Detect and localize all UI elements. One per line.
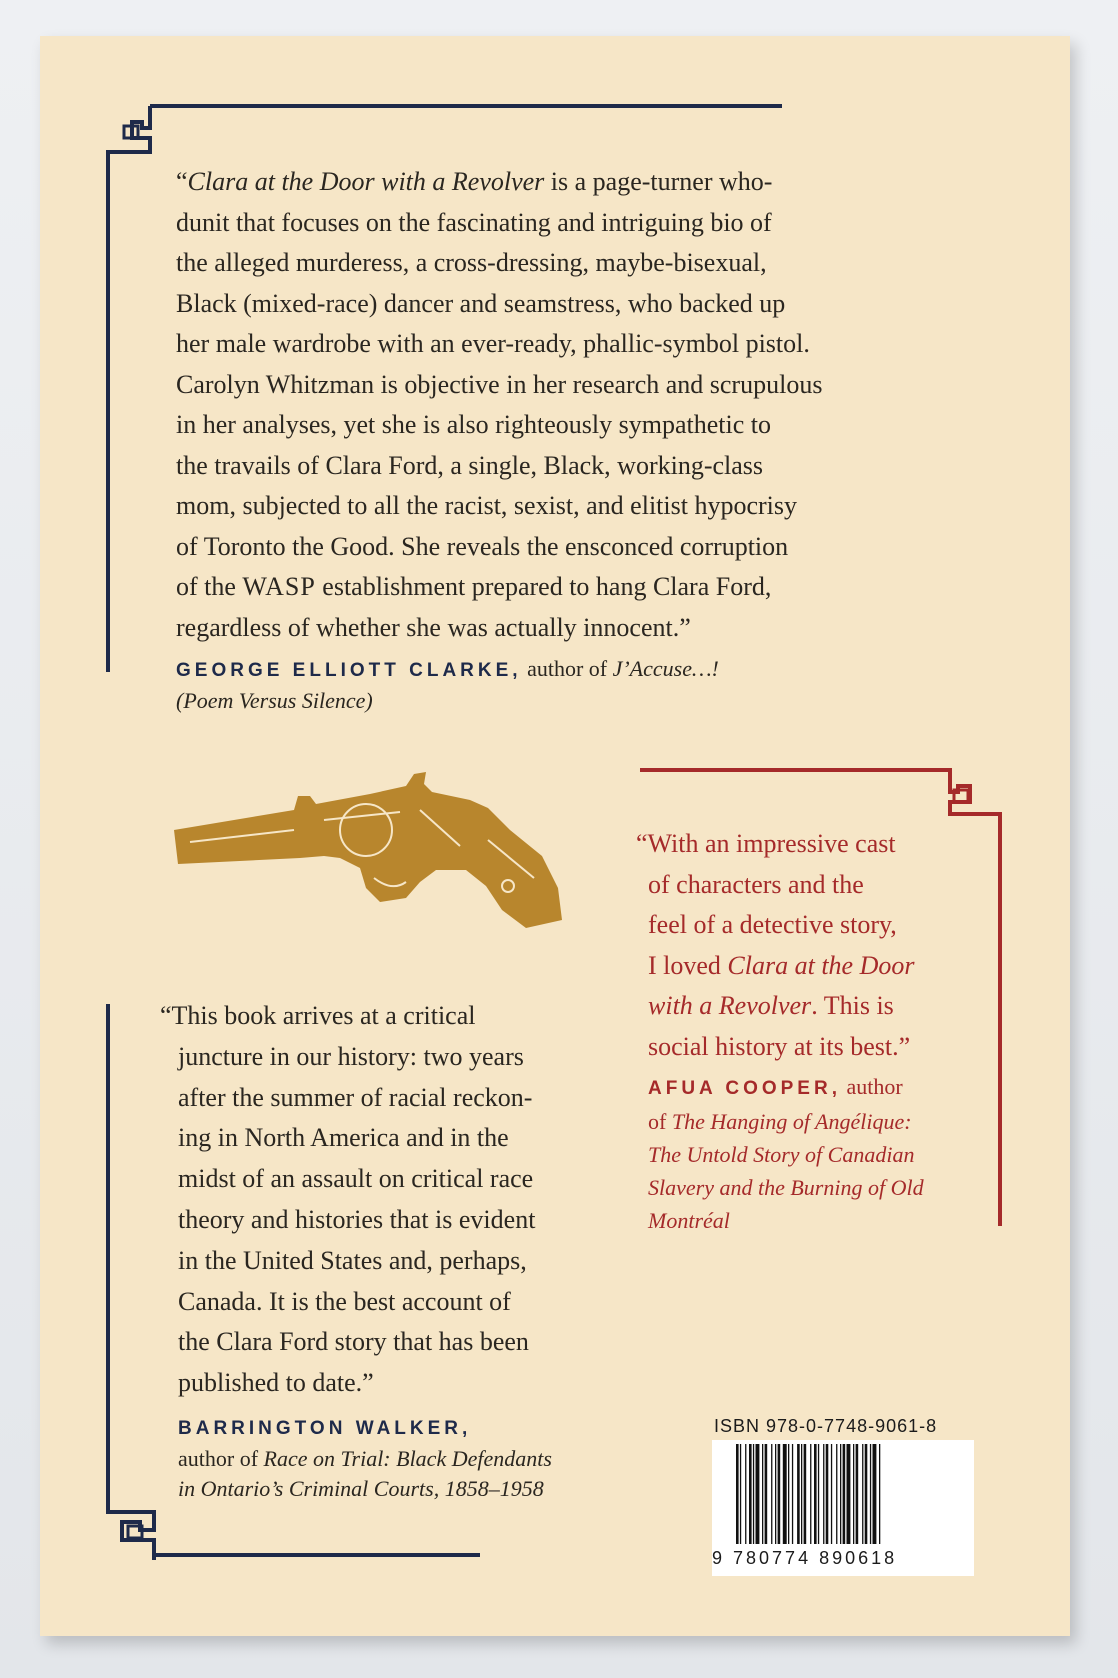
- barcode-bar: [862, 1444, 863, 1544]
- quote-1-line: of Toronto the Good. She reveals the ensconced corruption: [176, 531, 789, 561]
- quote-3-line-4-pre: I loved: [648, 950, 728, 980]
- book-title-italic: Clara at the Door: [727, 950, 915, 980]
- quote-1-line: her male wardrobe with an ever-ready, phallic-symbol pistol.: [176, 329, 810, 358]
- attribution-walker: [178, 1412, 638, 1504]
- attribution-work: in Ontario’s Criminal Courts, 1858–1958: [178, 1476, 544, 1501]
- quote-1-line: the travails of Clara Ford, a single, Black, working-class: [176, 450, 764, 480]
- isbn-label: ISBN 978-0-7748-9061-8: [714, 1416, 938, 1436]
- attribution-cooper: [648, 1070, 978, 1237]
- barcode-bar: [771, 1444, 772, 1544]
- barcode: [734, 1444, 968, 1554]
- book-title-italic: Clara at the Door with a Revolver: [187, 167, 545, 196]
- quote-2-line: published to date.”: [178, 1368, 374, 1398]
- attribution-cooper-line-3: [648, 1138, 978, 1171]
- quote-1-line: in her analyses, yet she is also righteously sympathetic to: [176, 410, 771, 439]
- barcode-bar: [740, 1444, 741, 1544]
- attribution-work: Montréal: [648, 1208, 730, 1233]
- quote-2-line: ing in North America and in the: [178, 1123, 509, 1153]
- barcode-bar: [843, 1444, 846, 1544]
- barcode-bar: [753, 1444, 754, 1544]
- attribution-work: The Hanging of Angélique:: [671, 1109, 912, 1134]
- barcode-bar: [831, 1444, 832, 1544]
- attribution-cooper-line-5: [648, 1204, 978, 1237]
- quote-3-line: of characters and the: [648, 869, 864, 899]
- quote-1-wasp-after: establishment prepared to hang Clara Ford,: [315, 572, 772, 601]
- attribution-walker-line-3: [178, 1474, 638, 1504]
- barcode-bar: [856, 1444, 859, 1544]
- barcode-bar: [792, 1444, 793, 1544]
- barcode-bar: [853, 1444, 854, 1544]
- barcode-bar: [870, 1444, 871, 1544]
- barcode-digits: 9 780774 890618: [712, 1548, 898, 1568]
- barcode-bar: [775, 1444, 776, 1544]
- quote-3-line-5-rest: . This is: [811, 991, 894, 1020]
- quote-george-elliott-clarke: [176, 162, 966, 648]
- quote-1-line: the alleged murderess, a cross-dressing, maybe-bisexual,: [176, 248, 767, 277]
- barcode-bar: [801, 1444, 802, 1544]
- revolver-illustration: [170, 760, 590, 940]
- barcode-bar: [749, 1444, 752, 1544]
- attribution-walker-line-2: [178, 1444, 638, 1474]
- barcode-bar: [797, 1444, 800, 1544]
- quote-1-wasp-before: of the: [176, 572, 243, 601]
- barcode-bar: [778, 1444, 781, 1544]
- barcode-bar: [873, 1444, 877, 1544]
- quote-2-line: midst of an assault on critical race: [178, 1164, 534, 1194]
- quote-3-line: “With an impressive cast: [636, 829, 896, 858]
- quote-2-line: in the United States and, perhaps,: [178, 1245, 527, 1275]
- quote-2-line: juncture in our history: two years: [178, 1041, 524, 1071]
- attribution-cooper-line-2: [648, 1105, 978, 1138]
- quote-3-line: social history at its best.”: [648, 1031, 911, 1061]
- attribution-name: GEORGE ELLIOTT CLARKE,: [176, 660, 522, 681]
- quote-barrington-walker: [160, 996, 620, 1404]
- barcode-bar: [847, 1444, 851, 1544]
- attribution-work: The Untold Story of Canadian: [648, 1142, 915, 1167]
- quote-afua-cooper: [636, 824, 976, 1067]
- attribution-cooper-line-1: [648, 1070, 978, 1105]
- barcode-bar: [814, 1444, 817, 1544]
- attribution-work: (Poem Versus Silence): [176, 688, 373, 713]
- barcode-bar: [818, 1444, 819, 1544]
- wasp-smallcaps: WASP: [242, 572, 316, 601]
- barcode-bar: [836, 1444, 837, 1544]
- quote-3-line: feel of a detective story,: [648, 910, 897, 939]
- book-title-italic: with a Revolver: [648, 991, 812, 1020]
- barcode-bar: [810, 1444, 811, 1544]
- quote-2-line: theory and histories that is evident: [178, 1204, 536, 1234]
- quote-1-line: mom, subjected to all the racist, sexist, and elitist hypocrisy: [176, 491, 797, 520]
- barcode-bar: [762, 1444, 763, 1544]
- barcode-bar: [765, 1444, 768, 1544]
- attribution-name: BARRINGTON WALKER,: [178, 1418, 472, 1439]
- attribution-clarke-line-2: [176, 686, 876, 716]
- barcode-bar: [823, 1444, 824, 1544]
- attribution-author-of: author of: [521, 656, 613, 681]
- attribution-clarke: [176, 654, 876, 716]
- attribution-author-of: author of: [178, 1446, 264, 1471]
- quote-3-line: [636, 946, 976, 987]
- barcode-bar: [736, 1444, 739, 1544]
- quote-3-line: [636, 986, 976, 1027]
- attribution-name: AFUA COOPER,: [648, 1078, 841, 1099]
- barcode-bar: [865, 1444, 868, 1544]
- barcode-bar: [826, 1444, 829, 1544]
- quote-1-line: [176, 567, 966, 608]
- barcode-bar: [788, 1444, 789, 1544]
- attribution-clarke-line-1: [176, 654, 876, 686]
- attribution-cooper-line-4: [648, 1171, 978, 1204]
- quote-1-line-1-rest: is a page-turner who-: [544, 167, 773, 196]
- quote-2-line: the Clara Ford story that has been: [178, 1327, 529, 1357]
- attribution-author: author: [840, 1074, 903, 1099]
- quote-1-line: dunit that focuses on the fascinating and intriguing bio of: [176, 207, 772, 237]
- quote-1-line: “Clara at the Door with a Revolver is a page-turner who-: [176, 167, 773, 196]
- barcode-bar: [756, 1444, 760, 1544]
- barcode-bar: [879, 1444, 880, 1544]
- attribution-work: Race on Trial: Black Defendants: [263, 1446, 552, 1471]
- barcode-bar: [804, 1444, 807, 1544]
- attribution-work: J’Accuse…!: [612, 656, 719, 681]
- barcode-bar: [783, 1444, 787, 1544]
- barcode-bar: [840, 1444, 841, 1544]
- quote-1-line: regardless of whether she was actually innocent.”: [176, 612, 691, 642]
- attribution-walker-line-1: [178, 1412, 638, 1444]
- attribution-work: Slavery and the Burning of Old: [648, 1175, 924, 1200]
- quote-2-line: “This book arrives at a critical: [160, 1001, 476, 1030]
- quote-2-line: Canada. It is the best account of: [178, 1286, 511, 1316]
- quote-1-line: Black (mixed-race) dancer and seamstress, who backed up: [176, 288, 786, 318]
- attribution-of: of: [648, 1109, 672, 1134]
- quote-2-line: after the summer of racial reckon-: [178, 1082, 533, 1112]
- barcode-bar: [745, 1444, 746, 1544]
- quote-1-line: Carolyn Whitzman is objective in her research and scrupulous: [176, 369, 823, 399]
